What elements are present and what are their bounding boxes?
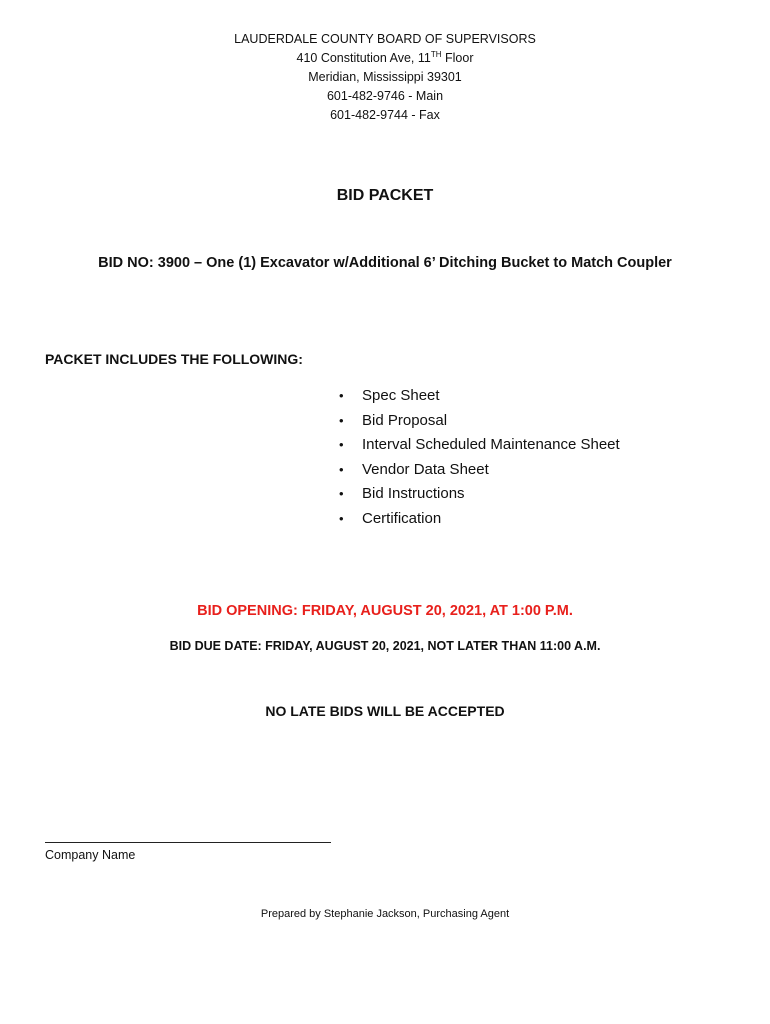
list-item-label: Bid Instructions bbox=[362, 485, 465, 503]
bullet-icon: • bbox=[339, 437, 344, 453]
letterhead bbox=[0, 30, 770, 125]
bullet-icon: • bbox=[339, 486, 344, 502]
no-late-bids-notice: NO LATE BIDS WILL BE ACCEPTED bbox=[265, 703, 505, 719]
city-line: Meridian, Mississippi 39301 bbox=[308, 70, 462, 84]
list-item bbox=[337, 384, 620, 409]
phone-main: 601-482-9746 - Main bbox=[326, 89, 444, 103]
address-line bbox=[0, 49, 770, 68]
list-item-label: Vendor Data Sheet bbox=[362, 460, 489, 478]
address-floor: Floor bbox=[441, 51, 474, 65]
list-item-label: Certification bbox=[362, 509, 442, 527]
list-item bbox=[337, 409, 620, 434]
list-item-label: Spec Sheet bbox=[362, 387, 440, 404]
includes-heading: PACKET INCLUDES THE FOLLOWING: bbox=[45, 351, 303, 367]
bid-opening-notice: BID OPENING: FRIDAY, AUGUST 20, 2021, AT 1:00 P.M. bbox=[197, 603, 573, 619]
signature-line bbox=[45, 842, 331, 843]
organization-name: LAUDERDALE COUNTY BOARD OF SUPERVISORS bbox=[234, 32, 536, 46]
includes-list bbox=[337, 384, 620, 532]
prepared-by: Prepared by Stephanie Jackson, Purchasing Agent bbox=[260, 908, 510, 920]
list-item-label: Bid Proposal bbox=[362, 411, 448, 429]
bullet-icon: • bbox=[339, 510, 344, 526]
list-item-label: Interval Scheduled Maintenance Sheet bbox=[362, 436, 620, 454]
list-item bbox=[337, 507, 620, 532]
phone-fax: 601-482-9744 - Fax bbox=[330, 108, 440, 122]
bid-due-date: BID DUE DATE: FRIDAY, AUGUST 20, 2021, NOT LATER THAN 11:00 A.M. bbox=[169, 639, 601, 653]
address-street: 410 Constitution Ave, 11 bbox=[296, 51, 431, 65]
address-ordinal-suffix: TH bbox=[430, 50, 442, 59]
bullet-icon: • bbox=[339, 388, 344, 403]
bullet-icon: • bbox=[339, 412, 344, 428]
list-item bbox=[337, 458, 620, 483]
bid-number: BID NO: 3900 – One (1) Excavator w/Additional 6’ Ditching Bucket to Match Coupler bbox=[98, 255, 672, 271]
company-name-label: Company Name bbox=[45, 848, 136, 862]
document-title: BID PACKET bbox=[336, 187, 434, 204]
bullet-icon: • bbox=[339, 461, 344, 477]
list-item bbox=[337, 482, 620, 507]
list-item bbox=[337, 433, 620, 458]
